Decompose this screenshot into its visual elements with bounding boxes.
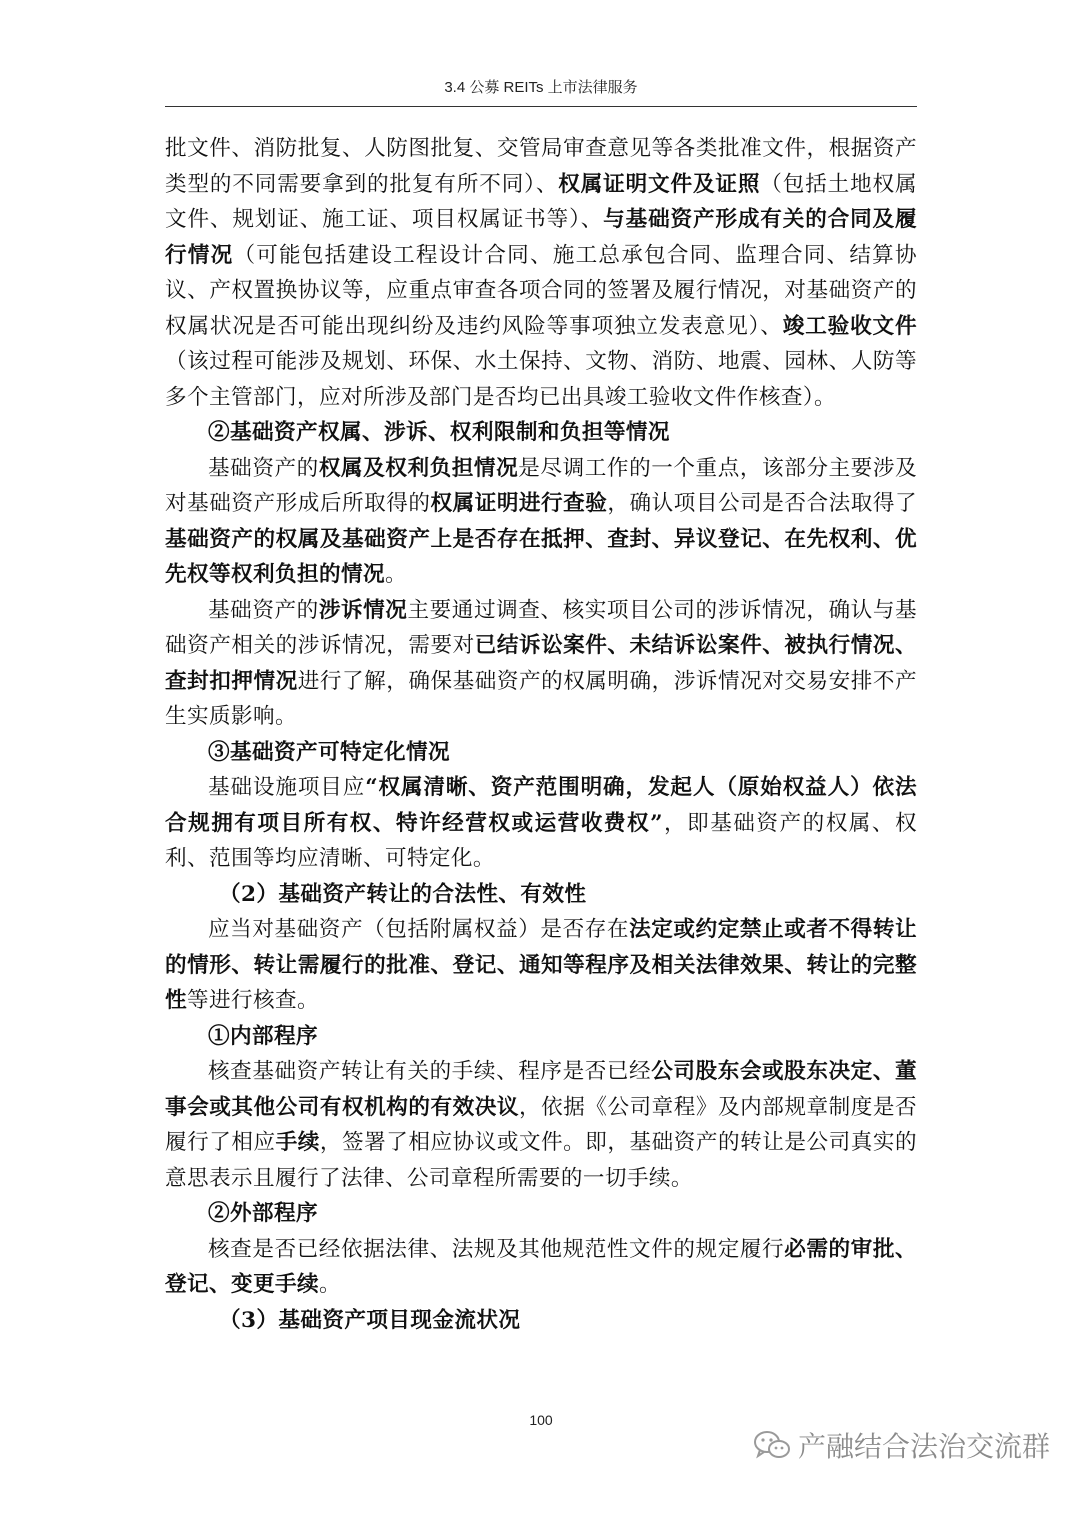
paragraph: 应当对基础资产（包括附属权益）是否存在法定或约定禁止或者不得转让的情形、转让需履行的批准、登记、通知等程序及相关法律效果、转让的完整性等进行核查。 — [165, 917, 917, 1013]
watermark-text: 产融结合法治交流群 — [798, 1430, 1051, 1463]
paragraph: 基础资产的权属及权利负担情况是尽调工作的一个重点，该部分主要涉及对基础资产形成后所取得的权属证明进行查验，确认项目公司是否合法取得了基础资产的权属及基础资产上是否存在抵押、查封、异议登记、在先权利、优先权等权利负担的情况。 — [165, 455, 917, 587]
document-body — [165, 131, 917, 1338]
running-header: 3.4 公募 REITs 上市法律服务 — [444, 79, 638, 96]
wechat-icon — [752, 1428, 792, 1462]
section-heading: ①内部程序 — [208, 1023, 318, 1049]
section-heading: （2）基础资产转让的合法性、有效性 — [219, 881, 587, 907]
section-heading: ②基础资产权属、涉诉、权利限制和负担等情况 — [208, 420, 670, 445]
paragraph: 核查是否已经依据法律、法规及其他规范性文件的规定履行必需的审批、登记、变更手续。 — [165, 1236, 918, 1297]
paragraph: 批文件、消防批复、人防图批复、交管局审查意见等各类批准文件，根据资产类型的不同需要拿到的批复有所不同）、权属证明文件及证照（包括土地权属文件、规划证、施工证、项目权属证书等）、与基础资产形成有关的合同及履行情况（可能包括建设工程设计合同、施工总承包合同、监理合同、结算协议、产权置换协议等，应重点审查各项合同的签署及履行情况，对基础资产的权属状况是否可能出现纠纷及违约风险等事项独立发表意见）、竣工验收文件（该过程可能涉及规划、环保、水土保持、文物、消防、地震、园林、人防等多个主管部门，应对所涉及部门是否均已出具竣工验收文件作核查）。 — [165, 136, 918, 410]
section-heading: ②外部程序 — [208, 1201, 318, 1226]
watermark — [752, 1425, 1050, 1465]
page-number: 100 — [529, 1412, 553, 1428]
header-divider — [165, 106, 917, 107]
paragraph: 基础设施项目应“权属清晰、资产范围明确，发起人（原始权益人）依法合规拥有项目所有权、特许经营权或运营收费权”，即基础资产的权属、权利、范围等均应清晰、可特定化。 — [165, 775, 917, 871]
paragraph: 基础资产的涉诉情况主要通过调查、核实项目公司的涉诉情况，确认与基础资产相关的涉诉情况，需要对已结诉讼案件、未结诉讼案件、被执行情况、查封扣押情况进行了解，确保基础资产的权属明确，涉诉情况对交易安排不产生实质影响。 — [165, 597, 917, 729]
section-heading: （3）基础资产项目现金流状况 — [219, 1307, 521, 1333]
paragraph: 核查基础资产转让有关的手续、程序是否已经公司股东会或股东决定、董事会或其他公司有权机构的有效决议，依据《公司章程》及内部规章制度是否履行了相应手续，签署了相应协议或文件。即，基础资产的转让是公司真实的意思表示且履行了法律、公司章程所需要的一切手续。 — [165, 1059, 918, 1191]
section-heading: ③基础资产可特定化情况 — [208, 739, 450, 765]
